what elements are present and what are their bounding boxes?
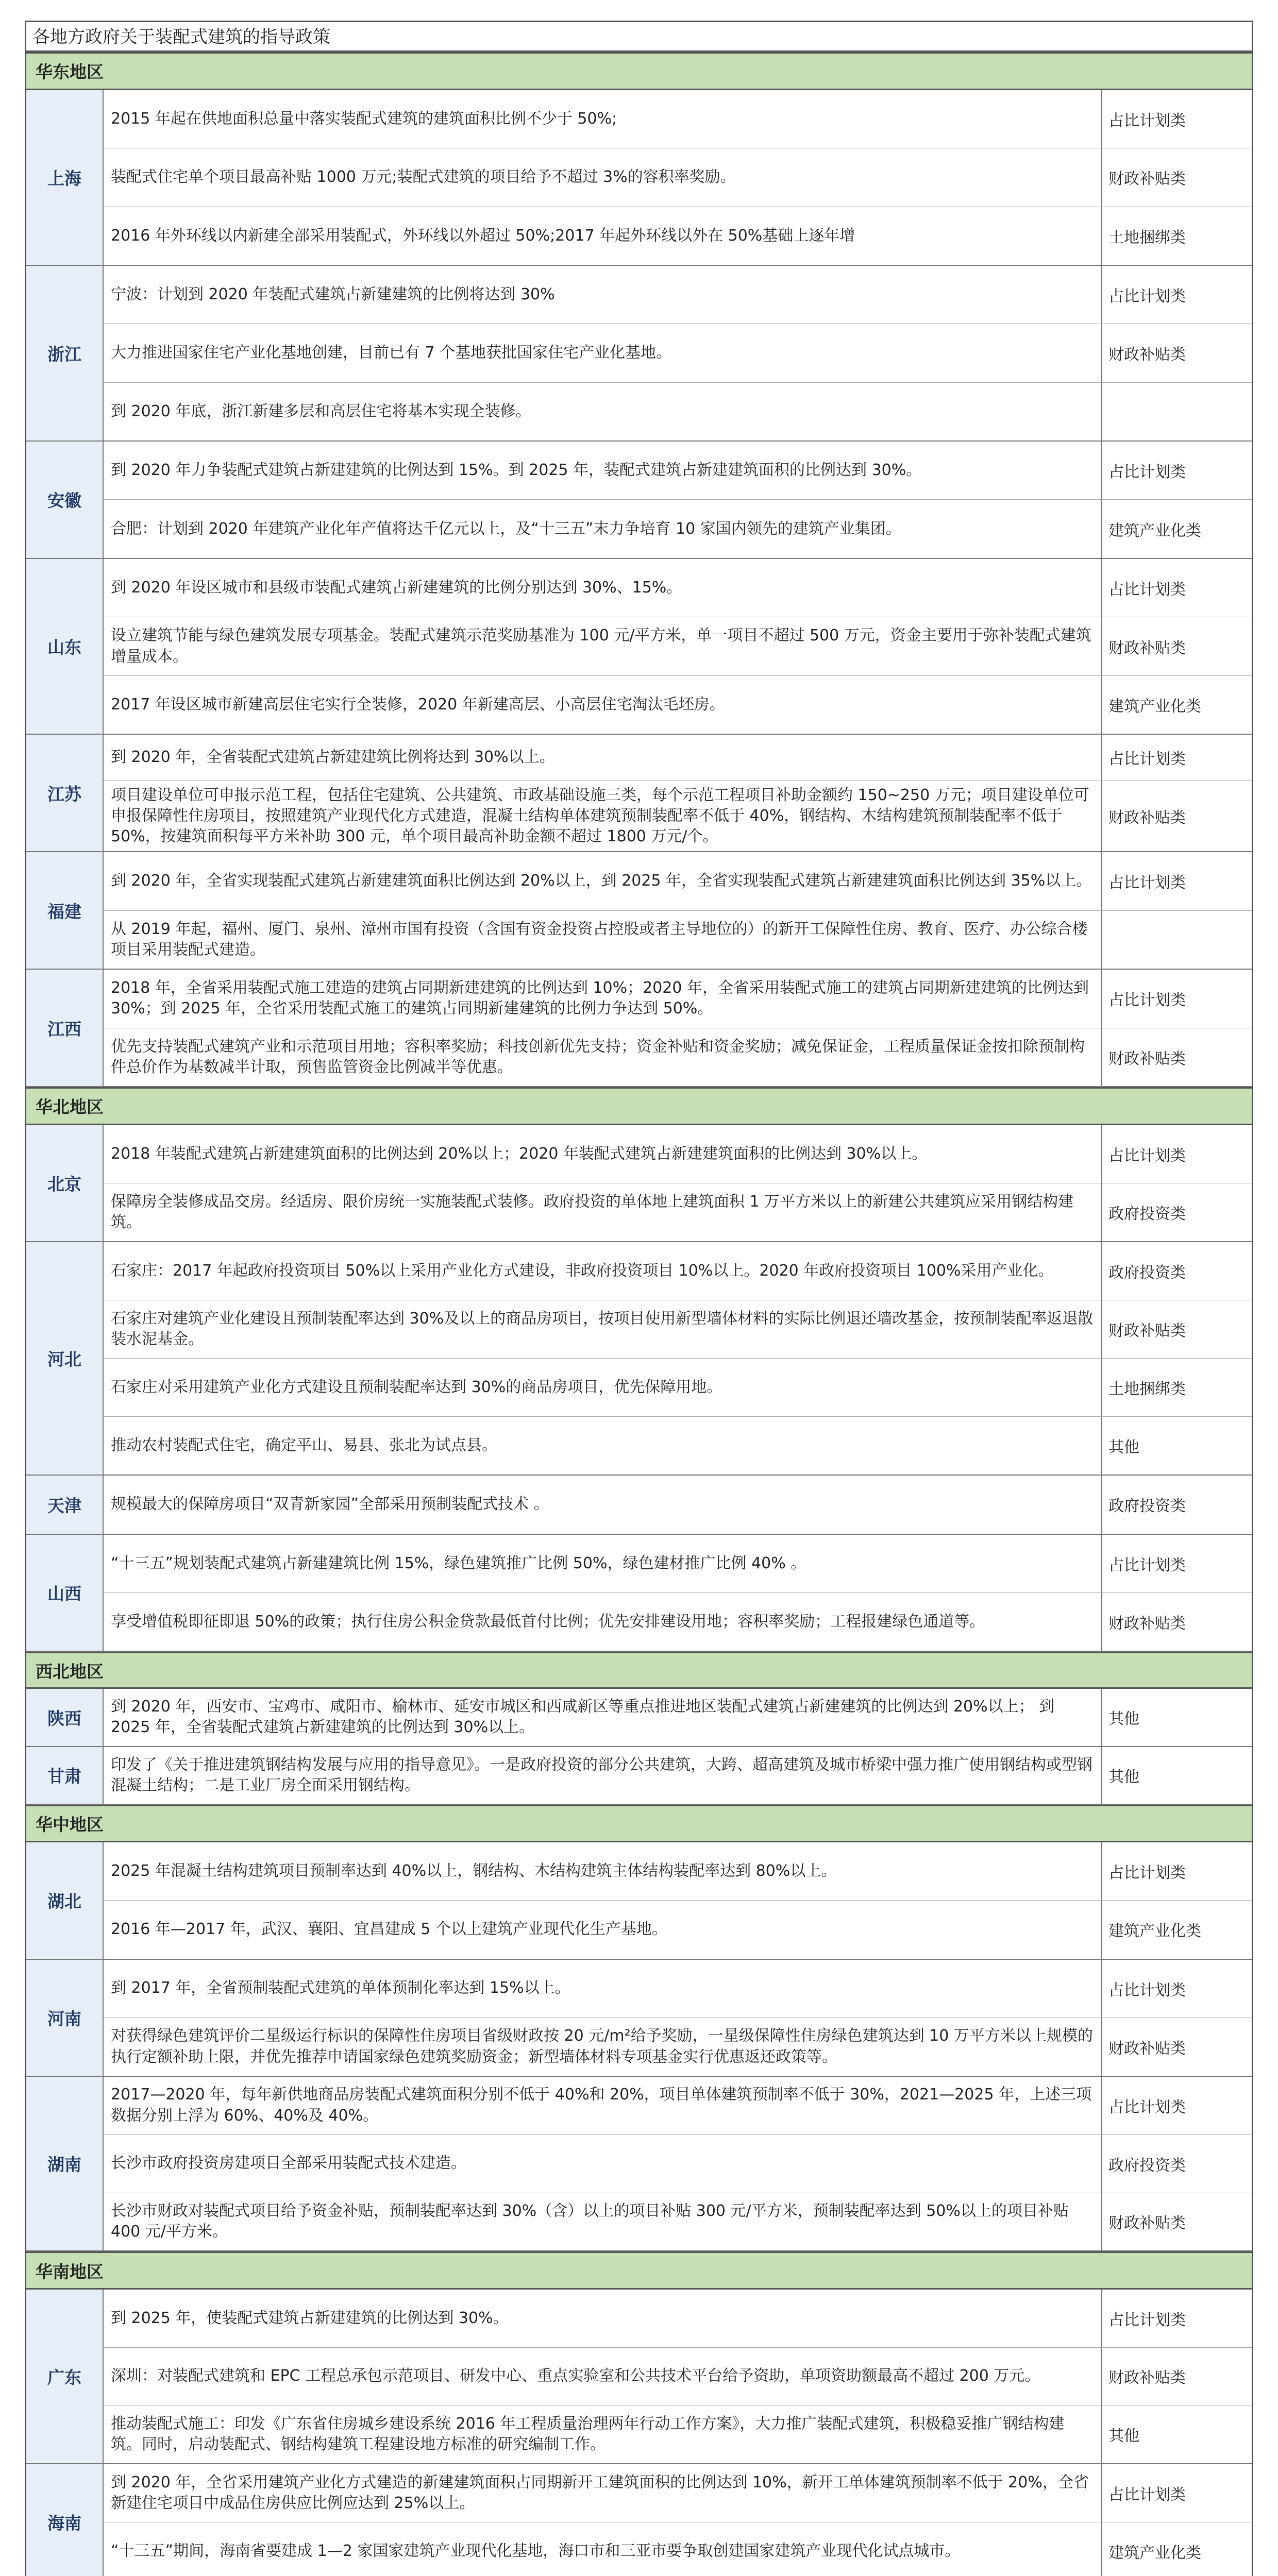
policy-text: 到 2020 年设区城市和县级市装配式建筑占新建建筑的比例分别达到 30%、15%。 bbox=[104, 559, 1102, 617]
policy-type-label: 土地捆绑类 bbox=[1108, 1380, 1186, 1399]
policy-type-label: 占比计划类 bbox=[1108, 991, 1186, 1010]
policy-type-label: 土地捆绑类 bbox=[1108, 228, 1186, 247]
policy-row bbox=[104, 617, 1252, 675]
policy-type-label: 占比计划类 bbox=[1108, 2098, 1186, 2116]
policy-row bbox=[104, 2018, 1252, 2076]
policy-text: 到 2020 年，全省装配式建筑占新建建筑比例将达到 30%以上。 bbox=[104, 735, 1102, 780]
policy-row bbox=[104, 2405, 1252, 2463]
policy-type-label: 建筑产业化类 bbox=[1108, 521, 1201, 540]
province-name: 河南 bbox=[26, 1960, 104, 2076]
policy-text: 合肥：计划到 2020 年建筑产业化年产值将达千亿元以上，及“十三五”末力争培育 10 家国内领先的建筑产业集团。 bbox=[104, 500, 1102, 558]
region-section bbox=[26, 52, 1252, 1087]
regions-container bbox=[26, 52, 1252, 2576]
province-policy-rows bbox=[104, 1476, 1252, 1534]
policy-text: 装配式住宅单个项目最高补贴 1000 万元;装配式建筑的项目给予不超过 3%的容积率奖励。 bbox=[104, 148, 1102, 206]
policy-text: 2015 年起在供地面积总量中落实装配式建筑的建筑面积比例不少于 50%; bbox=[104, 90, 1102, 148]
policy-text: 到 2020 年力争装配式建筑占新建建筑的比例达到 15%。到 2025 年，装配式建筑占新建建筑面积的比例达到 30%。 bbox=[104, 442, 1102, 500]
province-block bbox=[26, 735, 1252, 852]
province-block bbox=[26, 1842, 1252, 1959]
province-name: 江苏 bbox=[26, 735, 104, 851]
region-header: 华南地区 bbox=[26, 2251, 1252, 2289]
policy-type-label: 财政补贴类 bbox=[1108, 2039, 1186, 2058]
province-block bbox=[26, 1476, 1252, 1535]
policy-text: 推动装配式施工：印发《广东省住房城乡建设系统 2016 年工程质量治理两年行动工作方案》，大力推广装配式建筑，积极稳妥推广钢结构建筑。同时，启动装配式、钢结构建筑工程建设地方标准的研究编制工作。 bbox=[104, 2405, 1102, 2463]
province-block bbox=[26, 442, 1252, 559]
policy-type-label: 占比计划类 bbox=[1108, 1556, 1186, 1574]
policy-type-label: 政府投资类 bbox=[1108, 1264, 1186, 1282]
province-block bbox=[26, 2077, 1252, 2252]
region-section bbox=[26, 1087, 1252, 1652]
region-section bbox=[26, 2251, 1252, 2576]
policy-text: 到 2020 年底，浙江新建多层和高层住宅将基本实现全装修。 bbox=[104, 383, 1102, 440]
policy-text: 2018 年，全省采用装配式施工建造的建筑占同期新建建筑的比例达到 10%；2020 年，全省采用装配式施工的建筑占同期新建建筑的比例达到 30%；到 2025 年，全省采用装配式施工的建筑占同期新建建筑的比例力争达到 50%。 bbox=[104, 970, 1102, 1028]
policy-type-label: 其他 bbox=[1108, 1768, 1139, 1786]
province-block bbox=[26, 1242, 1252, 1476]
province-policy-rows bbox=[104, 2077, 1252, 2251]
province-policy-rows bbox=[104, 1747, 1252, 1804]
policy-text: 优先支持装配式建筑产业和示范项目用地；容积率奖励；科技创新优先支持；资金补贴和资金奖励；减免保证金，工程质量保证金按扣除预制构件总价作为基数减半计取，预售监管资金比例减半等优惠。 bbox=[104, 1028, 1102, 1087]
policy-row bbox=[104, 1476, 1252, 1534]
province-name: 山东 bbox=[26, 559, 104, 734]
policy-row bbox=[104, 266, 1252, 324]
policy-text: 从 2019 年起，福州、厦门、泉州、漳州市国有投资（含国有资金投资占控股或者主导地位的）的新开工保障性住房、教育、医疗、办公综合楼项目采用装配式建造。 bbox=[104, 911, 1102, 969]
policy-row bbox=[104, 1842, 1252, 1901]
province-name: 安徽 bbox=[26, 442, 104, 558]
policy-type-label: 财政补贴类 bbox=[1108, 2369, 1186, 2387]
policy-text: 石家庄：2017 年起政府投资项目 50%以上采用产业化方式建设，非政府投资项目 10%以上。2020 年政府投资项目 100%采用产业化。 bbox=[104, 1242, 1102, 1300]
policy-text: 到 2020 年，全省实现装配式建筑占新建建筑面积比例达到 20%以上，到 2025 年，全省实现装配式建筑占新建建筑面积比例达到 35%以上。 bbox=[104, 852, 1102, 910]
province-block bbox=[26, 90, 1252, 266]
policy-row bbox=[104, 2464, 1252, 2522]
province-name: 湖南 bbox=[26, 2077, 104, 2251]
policy-text: 项目建设单位可申报示范工程，包括住宅建筑、公共建筑、市政基础设施三类，每个示范工程项目补助金额约 150~250 万元；项目建设单位可申报保障性住房项目，按照建筑产业现代化方式建造，混凝土结构单体建筑预制装配率不低于 40%，钢结构、木结构建筑预制装配率不低于 50%，按建筑面积每平方米补助 300 元，单个项目最高补助金额不超过 1800 万元/个。 bbox=[104, 781, 1102, 852]
province-block bbox=[26, 559, 1252, 735]
province-policy-rows bbox=[104, 266, 1252, 440]
policy-type-label: 建筑产业化类 bbox=[1108, 1922, 1201, 1941]
policy-row bbox=[104, 1242, 1252, 1300]
policy-row bbox=[104, 1960, 1252, 2018]
policy-type-label: 政府投资类 bbox=[1108, 1205, 1186, 1224]
policy-type-label: 其他 bbox=[1108, 2427, 1139, 2446]
policy-row bbox=[104, 911, 1252, 969]
province-name: 北京 bbox=[26, 1125, 104, 1241]
policy-row bbox=[104, 324, 1252, 382]
policy-text: “十三五”规划装配式建筑占新建建筑比例 15%，绿色建筑推广比例 50%，绿色建材推广比例 40% 。 bbox=[104, 1535, 1102, 1592]
policy-row bbox=[104, 383, 1252, 440]
province-policy-rows bbox=[104, 1125, 1252, 1241]
policy-row bbox=[104, 1028, 1252, 1087]
province-policy-rows bbox=[104, 970, 1252, 1086]
policy-text: 2017—2020 年，每年新供地商品房装配式建筑面积分别不低于 40%和 20%，项目单体建筑预制率不低于 30%，2021—2025 年，上述三项数据分别上浮为 60%、40%及 40%。 bbox=[104, 2077, 1102, 2134]
policy-text: “十三五”期间，海南省要建成 1—2 家国家建筑产业现代化基地，海口市和三亚市要争取创建国家建筑产业现代化试点城市。 bbox=[104, 2522, 1102, 2576]
province-policy-rows bbox=[104, 2290, 1252, 2463]
policy-type-label: 建筑产业化类 bbox=[1108, 697, 1201, 716]
policy-row bbox=[104, 1125, 1252, 1183]
policy-row bbox=[104, 1183, 1252, 1241]
region-section bbox=[26, 1652, 1252, 1805]
province-policy-rows bbox=[104, 90, 1252, 265]
policy-text: 大力推进国家住宅产业化基地创建，目前已有 7 个基地获批国家住宅产业化基地。 bbox=[104, 324, 1102, 382]
province-policy-rows bbox=[104, 735, 1252, 851]
policy-type-label: 占比计划类 bbox=[1108, 750, 1186, 769]
policy-type-label: 占比计划类 bbox=[1108, 111, 1186, 130]
region-header: 华中地区 bbox=[26, 1805, 1252, 1843]
policy-text: 石家庄对采用建筑产业化方式建设且预制装配率达到 30%的商品房项目，优先保障用地。 bbox=[104, 1359, 1102, 1416]
policy-text: 到 2020 年，全省采用建筑产业化方式建造的新建建筑面积占同期新开工建筑面积的比例达到 10%，新开工单体建筑预制率不低于 20%，全省新建住宅项目中成品住房供应比例应达到 25%以上。 bbox=[104, 2464, 1102, 2522]
policy-text: 到 2020 年，西安市、宝鸡市、咸阳市、榆林市、延安市城区和西咸新区等重点推进地区装配式建筑占新建建筑的比例达到 20%以上； 到 2025 年，全省装配式建筑占新建建筑的比例达到 30%以上。 bbox=[104, 1689, 1102, 1745]
policy-type-label: 财政补贴类 bbox=[1108, 1614, 1186, 1633]
province-block bbox=[26, 1960, 1252, 2077]
policy-row bbox=[104, 442, 1252, 500]
policy-text: 到 2025 年，使装配式建筑占新建建筑的比例达到 30%。 bbox=[104, 2290, 1102, 2347]
province-block bbox=[26, 1747, 1252, 1805]
policy-type-label: 其他 bbox=[1108, 1710, 1139, 1728]
policy-type-label: 财政补贴类 bbox=[1108, 1322, 1186, 1341]
province-policy-rows bbox=[104, 852, 1252, 969]
province-name: 河北 bbox=[26, 1242, 104, 1475]
region-section bbox=[26, 1805, 1252, 2252]
province-policy-rows bbox=[104, 442, 1252, 558]
policy-row bbox=[104, 1300, 1252, 1359]
policy-type-label: 占比计划类 bbox=[1108, 2485, 1186, 2504]
policy-type-label: 财政补贴类 bbox=[1108, 2214, 1186, 2233]
policy-row bbox=[104, 781, 1252, 852]
policy-text: 享受增值税即征即退 50%的政策；执行住房公积金贷款最低首付比例；优先安排建设用地；容积率奖励；工程报建绿色通道等。 bbox=[104, 1593, 1102, 1651]
policy-text: 石家庄对建筑产业化建设且预制装配率达到 30%及以上的商品房项目，按项目使用新型墙体材料的实际比例退还墙改基金，按预制装配率返退散装水泥基金。 bbox=[104, 1300, 1102, 1358]
policy-type-label: 占比计划类 bbox=[1108, 581, 1186, 599]
policy-text: 2016 年外环线以内新建全部采用装配式，外环线以外超过 50%;2017 年起外环线以外在 50%基础上逐年增 bbox=[104, 207, 1102, 265]
policy-type-label: 占比计划类 bbox=[1108, 2311, 1186, 2329]
policy-text: 到 2017 年，全省预制装配式建筑的单体预制化率达到 15%以上。 bbox=[104, 1960, 1102, 2018]
policy-type-label: 财政补贴类 bbox=[1108, 346, 1186, 364]
policy-row bbox=[104, 207, 1252, 265]
policy-type-label: 政府投资类 bbox=[1108, 1497, 1186, 1516]
policy-text: 设立建筑节能与绿色建筑发展专项基金。装配式建筑示范奖励基准为 100 元/平方米，单一项目不超过 500 万元，资金主要用于弥补装配式建筑增量成本。 bbox=[104, 617, 1102, 675]
policy-text: 2017 年设区城市新建高层住宅实行全装修，2020 年新建高层、小高层住宅淘汰毛坯房。 bbox=[104, 676, 1102, 734]
province-block bbox=[26, 2290, 1252, 2464]
policy-text: 保障房全装修成品交房。经适房、限价房统一实施装配式装修。政府投资的单体地上建筑面积 1 万平方米以上的新建公共建筑应采用钢结构建筑。 bbox=[104, 1183, 1102, 1241]
policy-text: 2016 年—2017 年，武汉、襄阳、宜昌建成 5 个以上建筑产业现代化生产基地。 bbox=[104, 1901, 1102, 1958]
province-block bbox=[26, 852, 1252, 970]
province-policy-rows bbox=[104, 1842, 1252, 1958]
province-policy-rows bbox=[104, 1960, 1252, 2076]
province-block bbox=[26, 1125, 1252, 1242]
policy-row bbox=[104, 1689, 1252, 1745]
policy-row bbox=[104, 2193, 1252, 2251]
policy-row bbox=[104, 970, 1252, 1028]
policy-text: 规模最大的保障房项目“双青新家园”全部采用预制装配式技术 。 bbox=[104, 1476, 1102, 1534]
province-policy-rows bbox=[104, 559, 1252, 734]
province-name: 福建 bbox=[26, 852, 104, 969]
policy-row bbox=[104, 735, 1252, 781]
policy-row bbox=[104, 500, 1252, 558]
policy-row bbox=[104, 1417, 1252, 1475]
policy-row bbox=[104, 676, 1252, 734]
policy-row bbox=[104, 2077, 1252, 2135]
policy-text: 深圳：对装配式建筑和 EPC 工程总承包示范项目、研发中心、重点实验室和公共技术平台给予资助，单项资助额最高不超过 200 万元。 bbox=[104, 2348, 1102, 2405]
policy-row bbox=[104, 2522, 1252, 2576]
province-name: 江西 bbox=[26, 970, 104, 1086]
province-block bbox=[26, 2464, 1252, 2576]
policy-row bbox=[104, 1359, 1252, 1417]
policy-text: 2025 年混凝土结构建筑项目预制率达到 40%以上，钢结构、木结构建筑主体结构装配率达到 80%以上。 bbox=[104, 1842, 1102, 1900]
province-name: 湖北 bbox=[26, 1842, 104, 1958]
document-title: 各地方政府关于装配式建筑的指导政策 bbox=[26, 22, 1252, 52]
province-policy-rows bbox=[104, 1689, 1252, 1745]
policy-row bbox=[104, 559, 1252, 617]
policy-type-label: 财政补贴类 bbox=[1108, 170, 1186, 189]
policy-row bbox=[104, 1535, 1252, 1593]
policy-type-label bbox=[1102, 911, 1252, 969]
province-policy-rows bbox=[104, 1242, 1252, 1475]
policy-type-label: 财政补贴类 bbox=[1108, 808, 1186, 827]
province-name: 上海 bbox=[26, 90, 104, 265]
province-name: 陕西 bbox=[26, 1689, 104, 1745]
policy-type-label: 财政补贴类 bbox=[1108, 1049, 1186, 1068]
region-header: 西北地区 bbox=[26, 1652, 1252, 1689]
province-policy-rows bbox=[104, 2464, 1252, 2576]
policy-row bbox=[104, 2290, 1252, 2348]
policy-type-label: 政府投资类 bbox=[1108, 2156, 1186, 2175]
policy-type-label bbox=[1102, 383, 1252, 440]
province-name: 海南 bbox=[26, 2464, 104, 2576]
policy-table bbox=[25, 21, 1253, 2576]
policy-type-label: 占比计划类 bbox=[1108, 463, 1186, 482]
policy-row bbox=[104, 1901, 1252, 1958]
province-block bbox=[26, 1535, 1252, 1652]
policy-row bbox=[104, 1593, 1252, 1651]
policy-text: 推动农村装配式住宅，确定平山、易县、张北为试点县。 bbox=[104, 1417, 1102, 1475]
policy-row bbox=[104, 148, 1252, 207]
policy-text: 长沙市政府投资房建项目全部采用装配式技术建造。 bbox=[104, 2135, 1102, 2193]
policy-type-label: 占比计划类 bbox=[1108, 1864, 1186, 1883]
policy-type-label: 占比计划类 bbox=[1108, 1146, 1186, 1165]
policy-row bbox=[104, 2348, 1252, 2406]
policy-type-label: 财政补贴类 bbox=[1108, 639, 1186, 657]
policy-row bbox=[104, 2135, 1252, 2193]
policy-text: 宁波：计划到 2020 年装配式建筑占新建建筑的比例将达到 30% bbox=[104, 266, 1102, 324]
province-name: 山西 bbox=[26, 1535, 104, 1651]
policy-text: 2018 年装配式建筑占新建建筑面积的比例达到 20%以上；2020 年装配式建筑占新建建筑面积的比例达到 30%以上。 bbox=[104, 1125, 1102, 1183]
policy-row bbox=[104, 90, 1252, 148]
policy-text: 印发了《关于推进建筑钢结构发展与应用的指导意见》。一是政府投资的部分公共建筑，大跨、超高建筑及城市桥梁中强力推广使用钢结构或型钢混凝土结构；二是工业厂房全面采用钢结构。 bbox=[104, 1747, 1102, 1804]
province-block bbox=[26, 1689, 1252, 1747]
policy-text: 对获得绿色建筑评价二星级运行标识的保障性住房项目省级财政按 20 元/m²给予奖励，一星级保障性住房绿色建筑达到 10 万平方米以上规模的执行定额补助上限，并优先推荐申请国家绿色建筑奖励资金；新型墙体材料专项基金实行优惠返还政策等。 bbox=[104, 2018, 1102, 2076]
policy-type-label: 占比计划类 bbox=[1108, 1981, 1186, 1999]
province-name: 广东 bbox=[26, 2290, 104, 2463]
province-policy-rows bbox=[104, 1535, 1252, 1651]
policy-type-label: 占比计划类 bbox=[1108, 874, 1186, 892]
policy-type-label: 建筑产业化类 bbox=[1108, 2544, 1201, 2562]
province-name: 浙江 bbox=[26, 266, 104, 440]
policy-row bbox=[104, 1747, 1252, 1804]
province-name: 甘肃 bbox=[26, 1747, 104, 1804]
policy-text: 长沙市财政对装配式项目给予资金补贴，预制装配率达到 30%（含）以上的项目补贴 300 元/平方米，预制装配率达到 50%以上的项目补贴 400 元/平方米。 bbox=[104, 2193, 1102, 2251]
policy-type-label: 其他 bbox=[1108, 1438, 1139, 1456]
province-name: 天津 bbox=[26, 1476, 104, 1534]
policy-type-label: 占比计划类 bbox=[1108, 287, 1186, 306]
province-block bbox=[26, 970, 1252, 1087]
region-header: 华东地区 bbox=[26, 52, 1252, 90]
policy-row bbox=[104, 852, 1252, 911]
region-header: 华北地区 bbox=[26, 1087, 1252, 1125]
province-block bbox=[26, 266, 1252, 442]
